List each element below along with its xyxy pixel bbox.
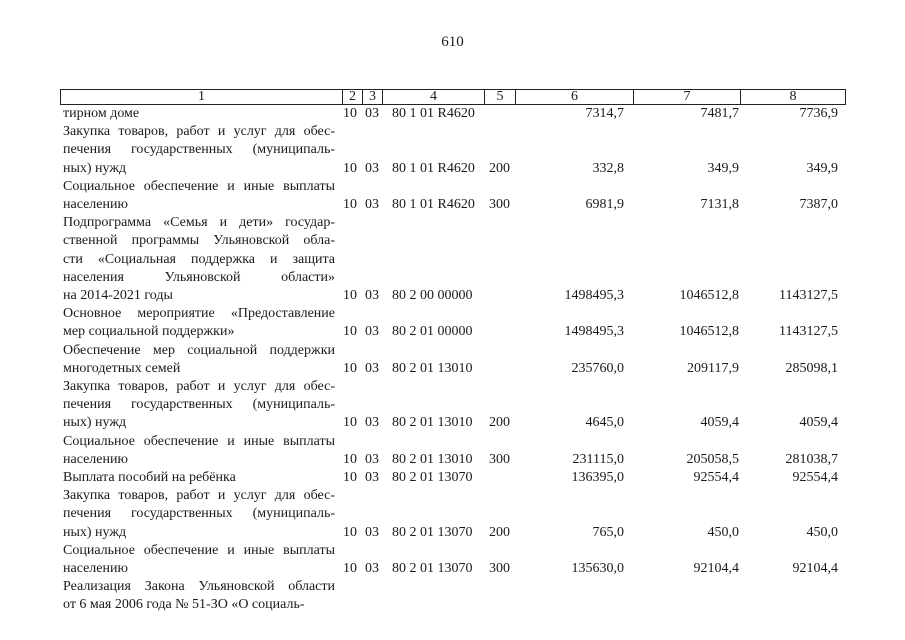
row-description bbox=[63, 105, 335, 123]
cell-c7: 7131,8 bbox=[700, 196, 739, 212]
cell-c2: 10 bbox=[343, 324, 357, 340]
table-row bbox=[0, 487, 905, 542]
cell-c3: 03 bbox=[365, 360, 379, 376]
table-row bbox=[0, 305, 905, 341]
description-line: Социальное обеспечение и иные выплаты bbox=[63, 433, 335, 449]
description-line: тирном доме bbox=[63, 106, 140, 121]
table-row bbox=[0, 378, 905, 433]
table-row bbox=[0, 123, 905, 178]
description-line: печения государственных (муниципаль- bbox=[63, 142, 335, 158]
cell-c2: 10 bbox=[343, 196, 357, 212]
description-line: Реализация Закона Ульяновской области bbox=[63, 579, 335, 595]
cell-c6: 136395,0 bbox=[571, 470, 624, 485]
cell-c3: 03 bbox=[365, 160, 379, 176]
cell-c4: 80 2 01 13070 bbox=[392, 470, 473, 485]
cell-c6: 1498495,3 bbox=[564, 324, 624, 340]
cell-c5: 300 bbox=[489, 451, 510, 467]
description-line: населения Ульяновской области» bbox=[63, 269, 335, 285]
cell-c5: 300 bbox=[489, 196, 510, 212]
page-number: 610 bbox=[441, 34, 464, 50]
cell-c2: 10 bbox=[343, 160, 357, 176]
cell-c5: 200 bbox=[489, 160, 510, 176]
description-line: на 2014-2021 годы bbox=[63, 287, 173, 303]
cell-c5: 200 bbox=[489, 415, 510, 431]
header-col-8: 8 bbox=[789, 89, 797, 104]
cell-c8: 92554,4 bbox=[792, 470, 838, 485]
description-line: населению bbox=[63, 451, 128, 467]
cell-c6: 231115,0 bbox=[572, 451, 624, 467]
cell-c4: 80 2 01 13010 bbox=[392, 360, 473, 376]
cell-c7: 4059,4 bbox=[700, 415, 739, 431]
cell-c8: 7736,9 bbox=[799, 106, 838, 121]
cell-c5: 200 bbox=[489, 524, 510, 540]
cell-c6: 1498495,3 bbox=[564, 287, 624, 303]
cell-c6: 4645,0 bbox=[585, 415, 624, 431]
cell-c3: 03 bbox=[365, 106, 379, 121]
row-description bbox=[63, 123, 335, 178]
row-description bbox=[63, 469, 335, 487]
cell-c3: 03 bbox=[365, 287, 379, 303]
table-row bbox=[0, 578, 905, 614]
cell-c3: 03 bbox=[365, 196, 379, 212]
table-row bbox=[0, 433, 905, 469]
header-col-6: 6 bbox=[516, 90, 634, 104]
cell-c8: 7387,0 bbox=[799, 196, 838, 212]
table-header bbox=[60, 89, 846, 105]
description-line: населению bbox=[63, 560, 128, 576]
cell-c4: 80 1 01 R4620 bbox=[392, 106, 475, 121]
table-row bbox=[0, 178, 905, 214]
row-description bbox=[63, 378, 335, 433]
cell-c7: 92554,4 bbox=[693, 470, 739, 485]
cell-c4: 80 2 01 13070 bbox=[392, 524, 473, 540]
row-description bbox=[63, 578, 335, 614]
table-row bbox=[0, 105, 905, 123]
row-description bbox=[63, 542, 335, 578]
cell-c7: 7481,7 bbox=[700, 106, 739, 121]
cell-c7: 349,9 bbox=[707, 160, 739, 176]
cell-c4: 80 2 01 13070 bbox=[392, 560, 473, 576]
cell-c6: 7314,7 bbox=[585, 106, 624, 121]
row-description bbox=[63, 305, 335, 341]
header-col-3: 3 bbox=[363, 90, 383, 104]
table-row bbox=[0, 342, 905, 378]
cell-c6: 6981,9 bbox=[585, 196, 624, 212]
description-line: населению bbox=[63, 196, 128, 212]
table-row bbox=[0, 542, 905, 578]
cell-c7: 205058,5 bbox=[686, 451, 739, 467]
description-line: многодетных семей bbox=[63, 360, 181, 376]
description-line: сти «Социальная поддержка и защита bbox=[63, 251, 335, 267]
row-description bbox=[63, 178, 335, 214]
row-description bbox=[63, 342, 335, 378]
cell-c2: 10 bbox=[343, 415, 357, 431]
cell-c8: 1143127,5 bbox=[779, 287, 838, 303]
cell-c7: 209117,9 bbox=[687, 360, 739, 376]
description-line: Социальное обеспечение и иные выплаты bbox=[63, 178, 335, 194]
cell-c2: 10 bbox=[343, 451, 357, 467]
row-description bbox=[63, 433, 335, 469]
cell-c3: 03 bbox=[365, 560, 379, 576]
cell-c6: 765,0 bbox=[592, 524, 624, 540]
cell-c8: 349,9 bbox=[806, 160, 838, 176]
cell-c4: 80 1 01 R4620 bbox=[392, 196, 475, 212]
description-line: от 6 мая 2006 года № 51-ЗО «О социаль- bbox=[63, 597, 305, 613]
cell-c7: 450,0 bbox=[707, 524, 739, 540]
cell-c4: 80 2 01 00000 bbox=[392, 324, 473, 340]
header-col-5: 5 bbox=[485, 90, 516, 104]
table-row bbox=[0, 214, 905, 305]
description-line: мер социальной поддержки» bbox=[63, 324, 235, 340]
description-line: ственной программы Ульяновской обла- bbox=[63, 233, 335, 249]
cell-c2: 10 bbox=[343, 524, 357, 540]
description-line: Социальное обеспечение и иные выплаты bbox=[63, 542, 335, 558]
header-col-4: 4 bbox=[383, 90, 485, 104]
cell-c7: 1046512,8 bbox=[679, 287, 739, 303]
header-col-2: 2 bbox=[343, 90, 363, 104]
cell-c4: 80 2 01 13010 bbox=[392, 451, 473, 467]
description-line: печения государственных (муниципаль- bbox=[63, 506, 335, 522]
cell-c2: 10 bbox=[343, 106, 357, 121]
description-line: печения государственных (муниципаль- bbox=[63, 397, 335, 413]
cell-c7: 1046512,8 bbox=[679, 324, 739, 340]
cell-c8: 92104,4 bbox=[792, 560, 838, 576]
cell-c7: 92104,4 bbox=[693, 560, 739, 576]
description-line: Подпрограмма «Семья и дети» государ- bbox=[63, 215, 335, 231]
description-line: ных) нужд bbox=[63, 524, 127, 540]
cell-c3: 03 bbox=[365, 415, 379, 431]
description-line: Основное мероприятие «Предоставление bbox=[63, 306, 335, 322]
description-line: Выплата пособий на ребёнка bbox=[63, 470, 236, 485]
description-line: Закупка товаров, работ и услуг для обес- bbox=[63, 124, 335, 140]
cell-c3: 03 bbox=[365, 470, 379, 485]
cell-c2: 10 bbox=[343, 360, 357, 376]
header-col-1: 1 bbox=[61, 90, 343, 104]
cell-c4: 80 1 01 R4620 bbox=[392, 160, 475, 176]
header-col-7: 7 bbox=[634, 90, 741, 104]
cell-c6: 332,8 bbox=[592, 160, 624, 176]
cell-c3: 03 bbox=[365, 324, 379, 340]
cell-c8: 450,0 bbox=[806, 524, 838, 540]
description-line: ных) нужд bbox=[63, 415, 127, 431]
cell-c5: 300 bbox=[489, 560, 510, 576]
description-line: Закупка товаров, работ и услуг для обес- bbox=[63, 488, 335, 504]
cell-c3: 03 bbox=[365, 451, 379, 467]
cell-c8: 281038,7 bbox=[785, 451, 838, 467]
cell-c4: 80 2 01 13010 bbox=[392, 415, 473, 431]
row-description bbox=[63, 214, 335, 305]
description-line: Обеспечение мер социальной поддержки bbox=[63, 342, 335, 358]
cell-c4: 80 2 00 00000 bbox=[392, 287, 473, 303]
cell-c2: 10 bbox=[343, 560, 357, 576]
cell-c6: 235760,0 bbox=[571, 360, 624, 376]
cell-c3: 03 bbox=[365, 524, 379, 540]
cell-c2: 10 bbox=[343, 287, 357, 303]
cell-c8: 4059,4 bbox=[799, 415, 838, 431]
table-row bbox=[0, 469, 905, 487]
row-description bbox=[63, 487, 335, 542]
description-line: Закупка товаров, работ и услуг для обес- bbox=[63, 379, 335, 394]
cell-c8: 1143127,5 bbox=[779, 324, 838, 340]
description-line: ных) нужд bbox=[63, 160, 127, 176]
cell-c6: 135630,0 bbox=[571, 560, 624, 576]
cell-c8: 285098,1 bbox=[785, 360, 838, 376]
cell-c2: 10 bbox=[343, 470, 357, 485]
